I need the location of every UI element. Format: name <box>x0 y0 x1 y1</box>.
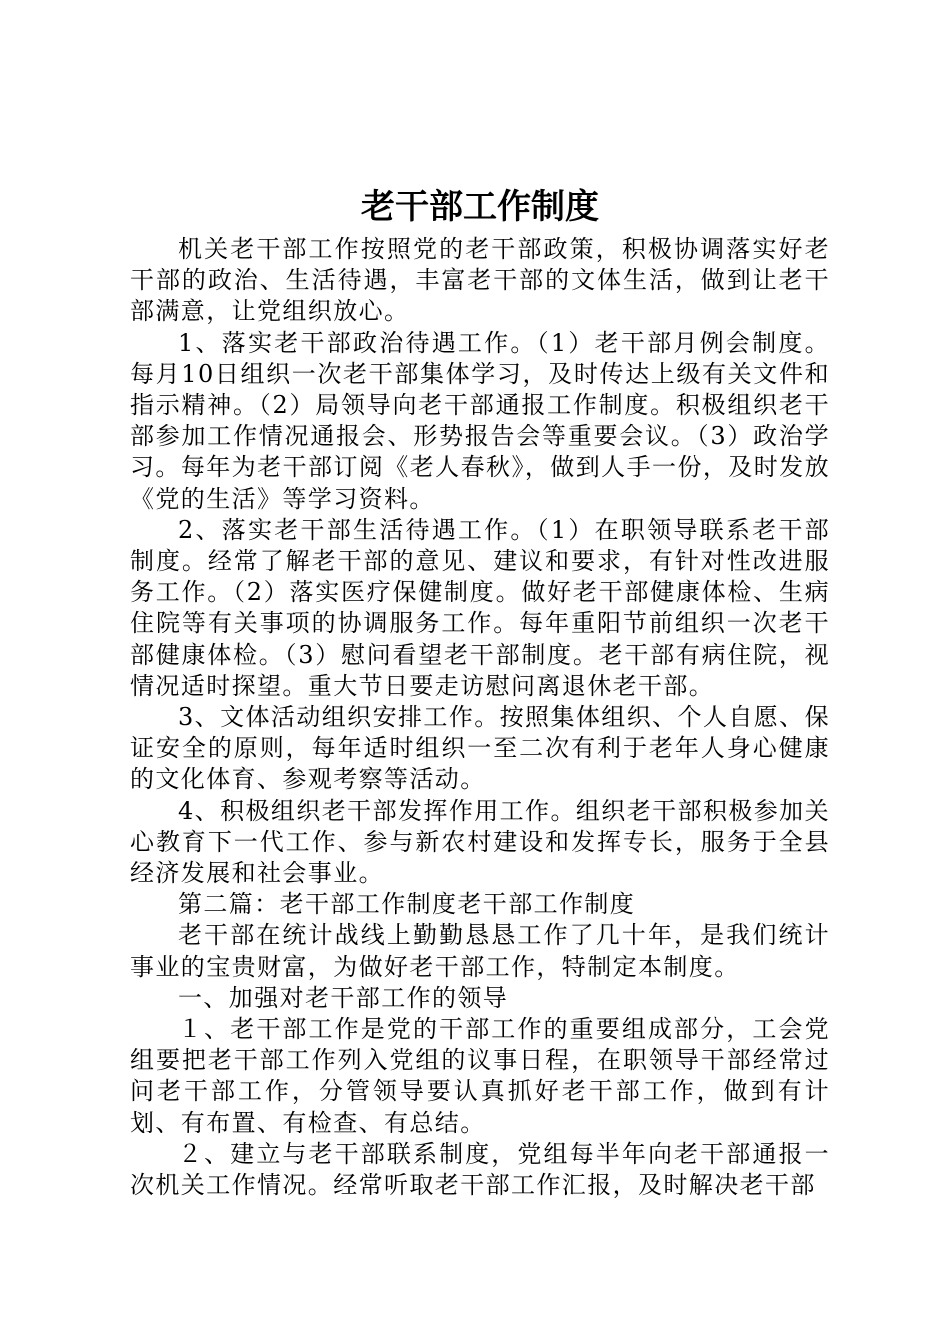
section-heading-leadership: 一、加强对老干部工作的领导 <box>178 983 509 1012</box>
paragraph-play-role: 4、积极组织老干部发挥作用工作。组织老干部积极参加关心教育下一代工作、参与新农村建设和发挥专长，服务于全县经济发展和社会事业。 <box>130 796 830 888</box>
paragraph-living-treatment: 2、落实老干部生活待遇工作。（1）在职领导联系老干部制度。经常了解老干部的意见、建议和要求，有针对性改进服务工作。（2）落实医疗保健制度。做好老干部健康体检、生病住院等有关事项的协调服务工作。每年重阳节前组织一次老干部健康体检。（3）慰问看望老干部制度。老干部有病住院，视情况适时探望。重大节日要走访慰问离退休老干部。 <box>130 515 830 700</box>
paragraph-leadership-item-2: ２、建立与老干部联系制度，党组每半年向老干部通报一次机关工作情况。经常听取老干部工作汇报，及时解决老干部 <box>130 1139 830 1200</box>
document-title: 老干部工作制度 <box>361 187 599 227</box>
paragraph-political-treatment: 1、落实老干部政治待遇工作。（1）老干部月例会制度。每月10日组织一次老干部集体学习，及时传达上级有关文件和指示精神。（2）局领导向老干部通报工作制度。积极组织老干部参加工作情况通报会、形势报告会等重要会议。（3）政治学习。每年为老干部订阅《老人春秋》，做到人手一份，及时发放《党的生活》等学习资料。 <box>130 328 830 513</box>
paragraph-cultural-activities: 3、文体活动组织安排工作。按照集体组织、个人自愿、保证安全的原则，每年适时组织一至二次有利于老年人身心健康的文化体育、参观考察等活动。 <box>130 703 830 794</box>
paragraph-part-two-intro: 老干部在统计战线上勤勤恳恳工作了几十年，是我们统计事业的宝贵财富，为做好老干部工作，特制定本制度。 <box>130 921 830 981</box>
paragraph-leadership-item-1: １、老干部工作是党的干部工作的重要组成部分，工会党组要把老干部工作列入党组的议事日程，在职领导干部经常过问老干部工作，分管领导要认真抓好老干部工作，做到有计划、有布置、有检查、有总结。 <box>130 1015 830 1137</box>
paragraph-part-two-heading: 第二篇：老干部工作制度老干部工作制度 <box>178 890 636 919</box>
paragraph-intro: 机关老干部工作按照党的老干部政策，积极协调落实好老干部的政治、生活待遇，丰富老干部的文体生活，做到让老干部满意，让党组织放心。 <box>130 235 830 326</box>
document-body <box>130 234 830 1201</box>
